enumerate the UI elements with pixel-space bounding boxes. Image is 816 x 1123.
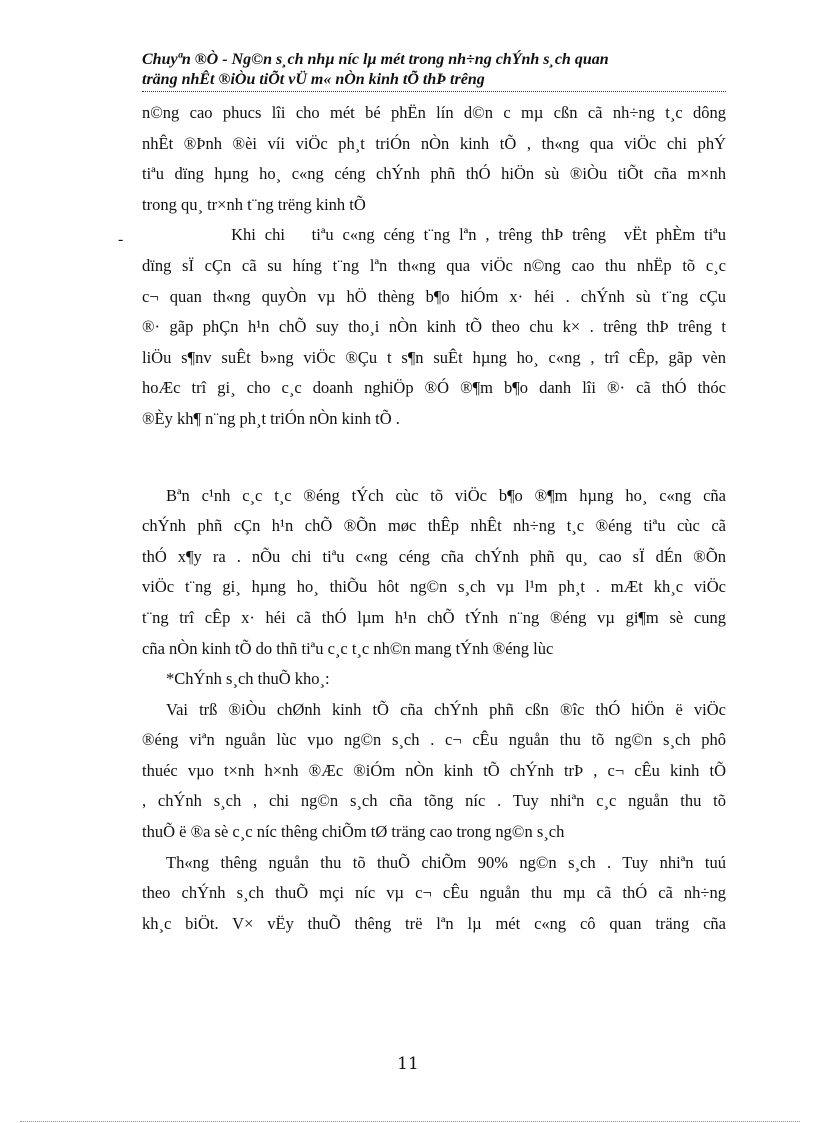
body-text: [142, 98, 726, 939]
bullet-marker: -: [118, 231, 124, 248]
page-bottom-divider: [20, 1121, 800, 1122]
text-line: ®· gãp phÇn h¹n chÕ suy tho¸i nÒn kinh tÕ theo chu k× . trêng thÞ trêng t: [142, 317, 726, 337]
header-divider: [142, 91, 726, 92]
text-line: hoÆc trî gi¸ cho c¸c doanh nghiÖp ®Ó ®¶m b¶o danh lîi ®· cã thÓ thóc: [142, 378, 726, 398]
text-line: theo chÝnh s¸ch thuÕ mçi níc vµ c¬ cÊu nguån thu mµ cã thÓ cã nh÷ng: [142, 883, 726, 903]
text-line: t¨ng trî cÊp x· héi cã thÓ lµm h¹n chÕ tÝnh n¨ng ®éng vµ gi¶m sè cung: [142, 607, 726, 627]
text-line: ®Èy kh¶ n¨ng ph¸t triÓn nÒn kinh tÕ .: [142, 408, 400, 428]
text-line: nhÊt ®Þnh ®èi víi viÖc ph¸t triÓn nÒn kinh tÕ , th«ng qua viÖc chi phÝ: [142, 133, 726, 153]
text-line: ®éng viªn nguån lùc vµo ng©n s¸ch . c¬ cÊu nguån thu tõ ng©n s¸ch phô: [142, 730, 726, 750]
header-line-1: Chuyªn ®Ò - Ng©n s¸ch nhµ níc lµ mét trong nh÷ng chÝnh s¸ch quan: [142, 51, 609, 68]
text-line: c¬ quan th«ng quyÒn vµ hÖ thèng b¶o hiÓm x· héi . chÝnh sù t¨ng cÇu: [142, 286, 726, 306]
text-line: viÖc t¨ng gi¸ hµng ho¸ thiÕu hôt ng©n s¸ch vµ l¹m ph¸t . mÆt kh¸c viÖc: [142, 577, 726, 597]
text-line: Khi chi tiªu c«ng céng t¨ng lªn , trêng thÞ trêng vËt phÈm tiªu: [142, 225, 726, 245]
text-line: kh¸c biÖt. V× vËy thuÕ thêng trë lªn lµ mét c«ng cô quan träng cña: [142, 913, 726, 933]
paragraph-gap: [142, 435, 726, 481]
text-line: dïng sÏ cÇn cã su híng t¨ng lªn th«ng qua viÖc n©ng cao thu nhËp tõ c¸c: [142, 255, 726, 275]
text-line: liÖu s¶nv suÊt b»ng viÖc ®Çu t s¶n suÊt hµng ho¸ c«ng , trî cÊp, gãp vèn: [142, 347, 726, 367]
text-line: Bªn c¹nh c¸c t¸c ®éng tÝch cùc tõ viÖc b¶o ®¶m hµng ho¸ c«ng cña: [166, 485, 726, 505]
running-header: [142, 50, 726, 90]
text-line: n©ng cao phucs lîi cho mét bé phËn lín d©n c mµ cßn cã nh÷ng t¸c dông: [142, 103, 726, 122]
text-line: thÓ x¶y ra . nÕu chi tiªu c«ng céng cña chÝnh phñ qu¸ cao sÏ dÉn ®Õn: [142, 546, 726, 566]
page-number: 11: [397, 1054, 419, 1074]
text-line: Vai trß ®iÒu chØnh kinh tÕ cña chÝnh phñ cßn ®îc thÓ hiÖn ë viÖc: [166, 699, 726, 719]
header-line-2: träng nhÊt ®iÒu tiÕt vÜ m« nÒn kinh tÕ thÞ trêng: [142, 71, 485, 88]
section-heading: *ChÝnh s¸ch thuÕ kho¸:: [166, 669, 330, 689]
text-line: thuéc vµo t×nh h×nh ®Æc ®iÓm nÒn kinh tÕ chÝnh trÞ , c¬ cÊu kinh tÕ: [142, 760, 726, 780]
text-line: Th«ng thêng nguån thu tõ thuÕ chiÕm 90% ng©n s¸ch . Tuy nhiªn tuú: [166, 852, 726, 872]
text-line: chÝnh phñ cÇn h¹n chÕ ®Õn møc thÊp nhÊt nh÷ng t¸c ®éng tiªu cùc cã: [142, 516, 726, 536]
text-line: , chÝnh s¸ch , chi ng©n s¸ch cña tõng níc . Tuy nhiªn c¸c nguån thu tõ: [142, 791, 726, 811]
text-line: trong qu¸ tr×nh t¨ng trëng kinh tÕ: [142, 194, 366, 214]
text-line: thuÕ ë ®a sè c¸c níc thêng chiÕm tØ träng cao trong ng©n s¸ch: [142, 822, 565, 842]
text-line: cña nÒn kinh tÕ do thñ tiªu c¸c t¸c nh©n mang tÝnh ®éng lùc: [142, 638, 554, 658]
text-line: tiªu dïng hµng ho¸ c«ng céng chÝnh phñ thÓ hiÖn sù ®iÒu tiÕt cña m×nh: [142, 164, 726, 184]
